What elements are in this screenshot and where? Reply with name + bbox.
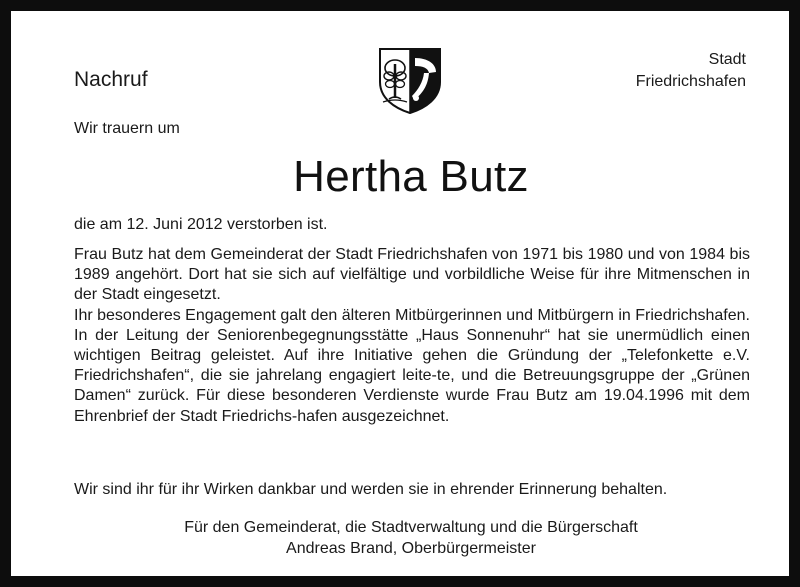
signature-block — [11, 517, 800, 559]
signature-line-2: Andreas Brand, Oberbürgermeister — [286, 540, 536, 557]
thanks-line: Wir sind ihr für ihr Wirken dankbar und werden sie in ehrender Erinnerung behalten. — [74, 481, 668, 498]
city-coat-of-arms-icon — [376, 46, 444, 116]
notice-heading: Nachruf — [74, 68, 148, 91]
lead-text: Wir trauern um — [74, 120, 180, 137]
death-date-line: die am 12. Juni 2012 verstorben ist. — [74, 216, 328, 233]
tribute-paragraph: Ihr besonderes Engagement galt den älteren Mitbürgerinnen und Mitbürgern in Friedrichshafen. In der Leitung der Seniorenbegegnungsstätte „Haus Sonnenuhr“ hat sie unermüdlich einen wichtigen Beitrag geleistet. Auf ihre Initiative gehen die Gründung der „Telefonkette e.V. Friedrichshafen“, die sie jahrelang engagiert leite-te, und die Betreuungsgruppe der „Grünen Damen“ zurück. Für diese besonderen Verdienste wurde Frau Butz am 19.04.1996 mit dem Ehrenbrief der Stadt Friedrichs-hafen ausgezeichnet. — [74, 306, 750, 425]
tribute-body — [74, 245, 750, 427]
issuer-line-1: Stadt — [708, 51, 746, 68]
tribute-paragraph: Frau Butz hat dem Gemeinderat der Stadt Friedrichshafen von 1971 bis 1980 und von 1984 bis 1989 angehört. Dort hat sie sich auf vielfältige und vorbildliche Weise für ihre Mitmenschen in der Stadt eingesetzt. — [74, 246, 750, 304]
issuer-line-2: Friedrichshafen — [635, 73, 746, 90]
deceased-name: Hertha Butz — [293, 152, 529, 201]
issuer — [571, 49, 746, 93]
signature-line-1: Für den Gemeinderat, die Stadtverwaltung und die Bürgerschaft — [184, 519, 638, 536]
